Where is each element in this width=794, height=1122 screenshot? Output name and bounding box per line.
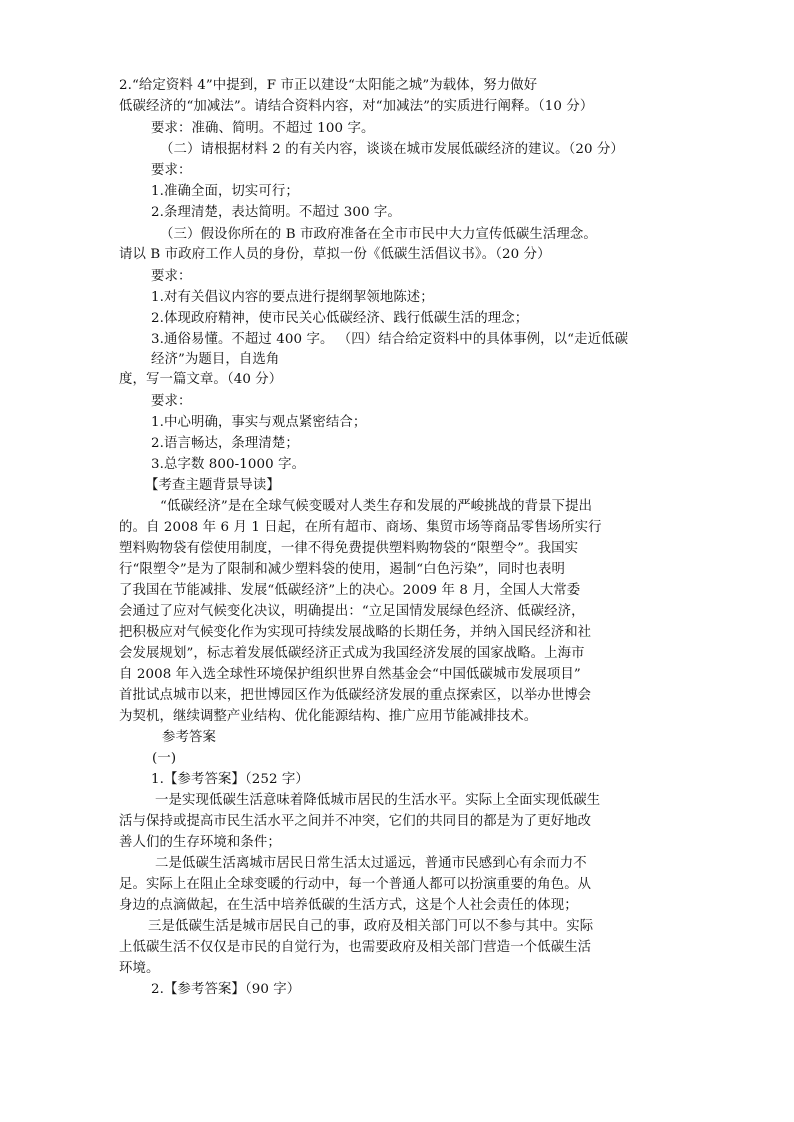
background-paragraph-line: 了我国在节能减排、发展“低碳经济”上的决心。2009 年 8 月，全国人大常委 [119, 583, 581, 598]
answer-1-heading: 1.【参考答案】（252 字） [151, 772, 309, 787]
question-section-2: （二）请根据材料 2 的有关内容，谈谈在城市发展低碳经济的建议。（20 分） [160, 142, 624, 157]
background-paragraph-line: 会发展规划”，标志着发展低碳经济正式成为我国经济发展的国家战略。上海市 [119, 646, 585, 661]
background-paragraph-line: 的。自 2008 年 6 月 1 日起，在所有超市、商场、集贸市场等商品零售场所实行 [119, 520, 602, 535]
question-2-line-2: 低碳经济的“加减法”。请结合资料内容，对“加减法”的实质进行阐释。（10 分） [119, 99, 594, 114]
requirement-item: 1.对有关倡议内容的要点进行提纲挈领地陈述； [151, 290, 434, 305]
background-paragraph-line: 塑料购物袋有偿使用制度，一律不得免费提供塑料购物袋的“限塑令”。我国实 [119, 541, 579, 556]
requirement-item: 1.中心明确，事实与观点紧密结合； [151, 415, 367, 430]
answer-paragraph-line: 环境。 [119, 961, 160, 976]
background-heading: 【考查主题背景导读】 [145, 478, 280, 493]
answer-paragraph-line: 三是低碳生活是城市居民自己的事，政府及相关部门可以不参与其中。实际 [148, 919, 594, 934]
background-paragraph-line: 会通过了应对气候变化决议，明确提出：“立足国情发展绿色经济、低碳经济， [119, 604, 585, 619]
answer-heading: 参考答案 [162, 730, 216, 745]
question-2-line-1: 2.“给定资料 4”中提到，F 市正以建设“太阳能之城”为载体，努力做好 [119, 78, 538, 93]
requirement-heading: 要求： [151, 394, 192, 409]
background-paragraph-line: 把积极应对气候变化作为实现可持续发展战略的长期任务，并纳入国民经济和社 [119, 625, 592, 640]
requirement-item: 2.体现政府精神，使市民关心低碳经济、践行低碳生活的理念； [151, 311, 529, 326]
requirement-heading: 要求： [151, 269, 192, 284]
background-paragraph-line: “低碳经济”是在全球气候变暖对人类生存和发展的严峻挑战的背景下提出 [160, 499, 593, 514]
answer-2-heading: 2.【参考答案】（90 字） [151, 982, 301, 997]
requirement-item: 2.条理清楚，表达简明。不超过 300 字。 [151, 205, 401, 220]
requirement-item: 1.准确全面，切实可行； [151, 184, 299, 199]
question-section-3-line-1: （三）假设你所在的 B 市政府准备在全市市民中大力宣传低碳生活理念。 [160, 227, 597, 242]
background-paragraph-line: 行“限塑令”是为了限制和减少塑料袋的使用，遏制“白色污染”，同时也表明 [119, 562, 565, 577]
requirement-item: 2.语言畅达，条理清楚； [151, 436, 299, 451]
requirement-item-and-section-4: 3.通俗易懂。不超过 400 字。 （四）结合给定资料中的具体事例，以“走近低碳 [151, 332, 629, 347]
answer-paragraph-line: 二是低碳生活离城市居民日常生活太过遥远，普通市民感到心有余而力不 [155, 856, 587, 871]
requirement-item: 3.总字数 800-1000 字。 [151, 457, 306, 472]
answer-paragraph-line: 上低碳生活不仅仅是市民的自觉行为，也需要政府及相关部门营造一个低碳生活 [119, 940, 592, 955]
answer-paragraph-line: 善人们的生存环境和条件； [119, 835, 281, 850]
background-paragraph-line: 为契机，继续调整产业结构、优化能源结构、推广应用节能减排技术。 [119, 709, 538, 724]
answer-section-1: (一) [152, 751, 177, 766]
answer-paragraph-line: 身边的点滴做起，在生活中培养低碳的生活方式，这是个人社会责任的体现； [119, 898, 578, 913]
answer-paragraph-line: 一是实现低碳生活意味着降低城市居民的生活水平。实际上全面实现低碳生 [155, 793, 601, 808]
question-2-requirement: 要求：准确、简明。不超过 100 字。 [151, 121, 375, 136]
answer-paragraph-line: 活与保持或提高市民生活水平之间并不冲突，它们的共同目的都是为了更好地改 [119, 814, 592, 829]
answer-paragraph-line: 足。实际上在阻止全球变暖的行动中，每一个普通人都可以扮演重要的角色。从 [119, 877, 592, 892]
background-paragraph-line: 首批试点城市以来，把世博园区作为低碳经济发展的重点探索区，以举办世博会 [119, 688, 592, 703]
requirement-heading: 要求： [151, 163, 192, 178]
background-paragraph-line: 自 2008 年入选全球性环境保护组织世界自然基金会“中国低碳城市发展项目” [119, 667, 581, 682]
question-section-4-line-3: 度，写一篇文章。（40 分） [119, 372, 283, 387]
question-section-3-line-2: 请以 B 市政府工作人员的身份，草拟一份《低碳生活倡议书》。（20 分） [119, 247, 551, 262]
question-section-4-line-2: 经济”为题目，自选角 [151, 352, 280, 367]
